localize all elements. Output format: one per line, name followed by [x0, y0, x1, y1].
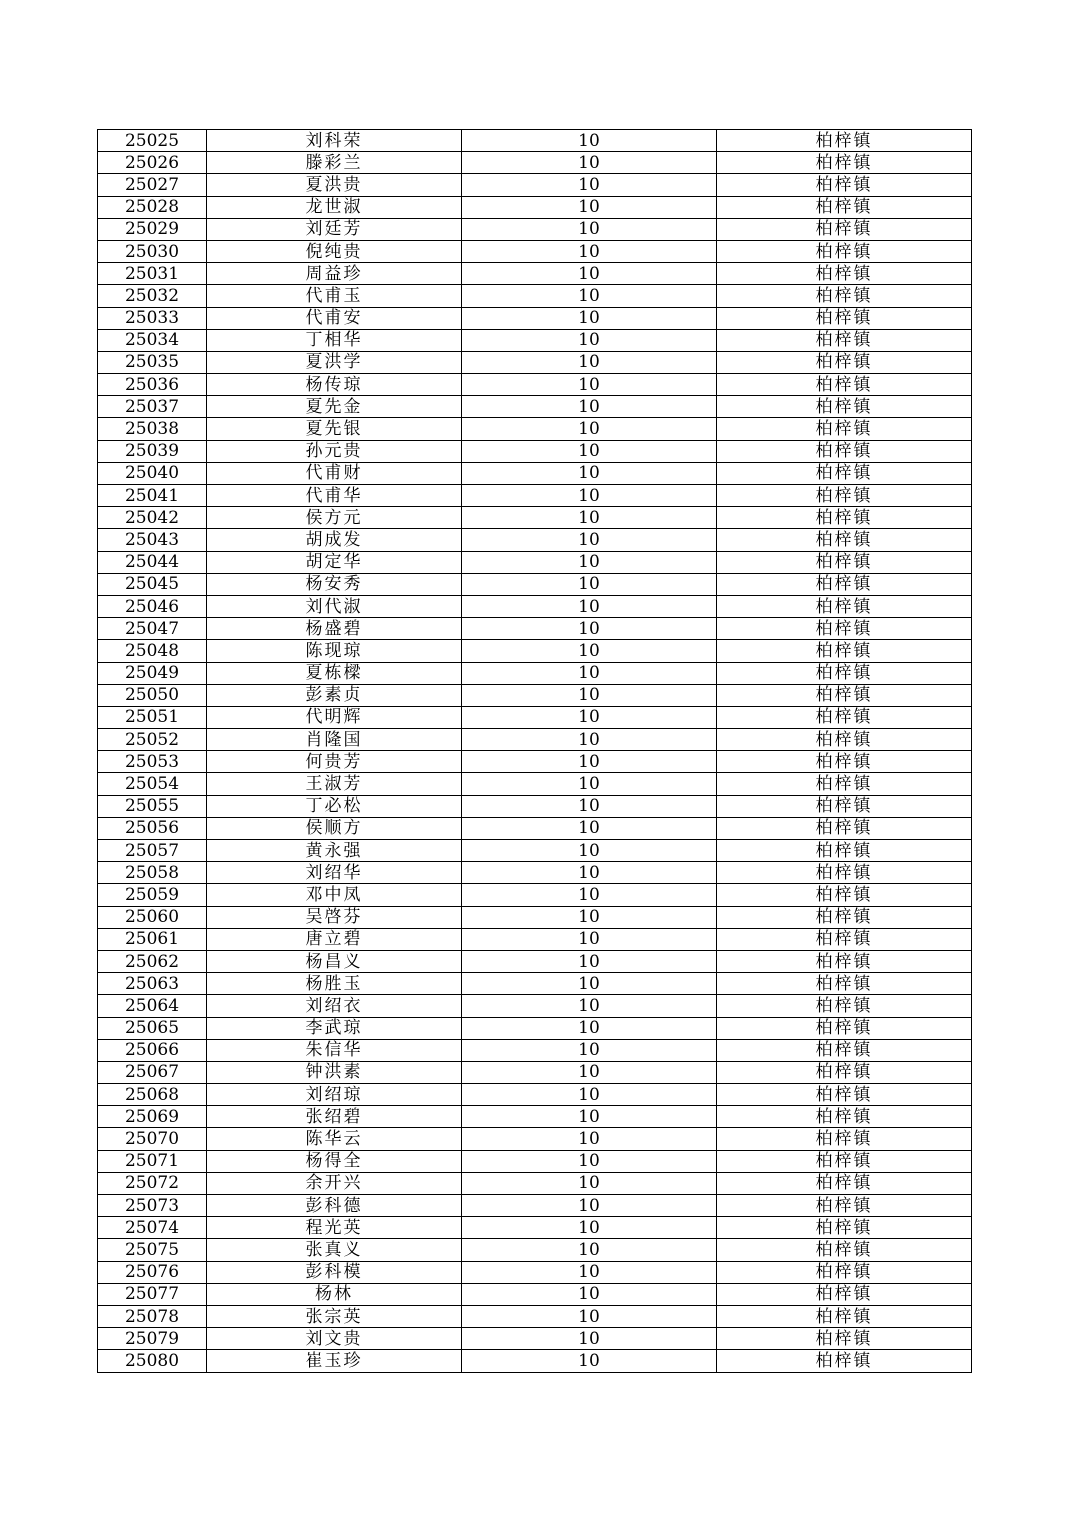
town-cell: 柏梓镇: [717, 706, 972, 728]
amount-cell: 10: [462, 795, 717, 817]
table-row: [98, 1106, 972, 1128]
name-cell: 刘科荣: [207, 130, 462, 152]
town-cell: 柏梓镇: [717, 884, 972, 906]
town-cell: 柏梓镇: [717, 152, 972, 174]
name-cell: 钟洪素: [207, 1061, 462, 1083]
name-cell: 倪纯贵: [207, 240, 462, 262]
amount-cell: 10: [462, 263, 717, 285]
id-cell: 25056: [98, 817, 207, 839]
name-cell: 杨传琼: [207, 374, 462, 396]
name-cell: 刘绍琼: [207, 1084, 462, 1106]
town-cell: 柏梓镇: [717, 1283, 972, 1305]
town-cell: 柏梓镇: [717, 662, 972, 684]
id-cell: 25069: [98, 1106, 207, 1128]
name-cell: 滕彩兰: [207, 152, 462, 174]
id-cell: 25027: [98, 174, 207, 196]
name-cell: 夏先金: [207, 396, 462, 418]
table-row: [98, 706, 972, 728]
amount-cell: 10: [462, 152, 717, 174]
name-cell: 丁相华: [207, 329, 462, 351]
town-cell: 柏梓镇: [717, 684, 972, 706]
name-cell: 夏先银: [207, 418, 462, 440]
name-cell: 邓中凤: [207, 884, 462, 906]
town-cell: 柏梓镇: [717, 1261, 972, 1283]
name-cell: 杨安秀: [207, 573, 462, 595]
id-cell: 25025: [98, 130, 207, 152]
name-cell: 代甫玉: [207, 285, 462, 307]
id-cell: 25075: [98, 1239, 207, 1261]
table-row: [98, 1217, 972, 1239]
id-cell: 25061: [98, 928, 207, 950]
id-cell: 25029: [98, 218, 207, 240]
amount-cell: 10: [462, 973, 717, 995]
name-cell: 余开兴: [207, 1172, 462, 1194]
amount-cell: 10: [462, 618, 717, 640]
town-cell: 柏梓镇: [717, 840, 972, 862]
town-cell: 柏梓镇: [717, 1195, 972, 1217]
id-cell: 25045: [98, 573, 207, 595]
id-cell: 25057: [98, 840, 207, 862]
name-cell: 周益珍: [207, 263, 462, 285]
table-row: [98, 729, 972, 751]
table-row: [98, 196, 972, 218]
town-cell: 柏梓镇: [717, 218, 972, 240]
amount-cell: 10: [462, 351, 717, 373]
amount-cell: 10: [462, 684, 717, 706]
table-row: [98, 595, 972, 617]
town-cell: 柏梓镇: [717, 196, 972, 218]
amount-cell: 10: [462, 1150, 717, 1172]
town-cell: 柏梓镇: [717, 418, 972, 440]
town-cell: 柏梓镇: [717, 595, 972, 617]
table-row: [98, 485, 972, 507]
id-cell: 25066: [98, 1039, 207, 1061]
table-row: [98, 1350, 972, 1372]
id-cell: 25049: [98, 662, 207, 684]
name-cell: 何贵芳: [207, 751, 462, 773]
amount-cell: 10: [462, 1039, 717, 1061]
name-cell: 代甫财: [207, 462, 462, 484]
table-row: [98, 307, 972, 329]
town-cell: 柏梓镇: [717, 973, 972, 995]
name-cell: 陈现琼: [207, 640, 462, 662]
table-row: [98, 1195, 972, 1217]
id-cell: 25074: [98, 1217, 207, 1239]
id-cell: 25062: [98, 950, 207, 972]
table-row: [98, 1128, 972, 1150]
name-cell: 侯顺方: [207, 817, 462, 839]
name-cell: 彭科模: [207, 1261, 462, 1283]
town-cell: 柏梓镇: [717, 240, 972, 262]
table-row: [98, 884, 972, 906]
id-cell: 25071: [98, 1150, 207, 1172]
table-row: [98, 795, 972, 817]
town-cell: 柏梓镇: [717, 751, 972, 773]
amount-cell: 10: [462, 440, 717, 462]
town-cell: 柏梓镇: [717, 551, 972, 573]
amount-cell: 10: [462, 884, 717, 906]
table-row: [98, 640, 972, 662]
table-row: [98, 1172, 972, 1194]
table-row: [98, 1039, 972, 1061]
town-cell: 柏梓镇: [717, 1017, 972, 1039]
id-cell: 25039: [98, 440, 207, 462]
town-cell: 柏梓镇: [717, 307, 972, 329]
town-cell: 柏梓镇: [717, 1172, 972, 1194]
name-cell: 胡定华: [207, 551, 462, 573]
town-cell: 柏梓镇: [717, 1305, 972, 1327]
id-cell: 25028: [98, 196, 207, 218]
name-cell: 杨得全: [207, 1150, 462, 1172]
amount-cell: 10: [462, 1128, 717, 1150]
amount-cell: 10: [462, 1195, 717, 1217]
name-cell: 胡成发: [207, 529, 462, 551]
id-cell: 25032: [98, 285, 207, 307]
amount-cell: 10: [462, 1106, 717, 1128]
id-cell: 25031: [98, 263, 207, 285]
amount-cell: 10: [462, 418, 717, 440]
town-cell: 柏梓镇: [717, 1217, 972, 1239]
name-cell: 刘文贵: [207, 1328, 462, 1350]
town-cell: 柏梓镇: [717, 1150, 972, 1172]
name-cell: 刘廷芳: [207, 218, 462, 240]
table-row: [98, 1328, 972, 1350]
id-cell: 25077: [98, 1283, 207, 1305]
amount-cell: 10: [462, 906, 717, 928]
name-cell: 张真义: [207, 1239, 462, 1261]
amount-cell: 10: [462, 1217, 717, 1239]
amount-cell: 10: [462, 1283, 717, 1305]
table-row: [98, 840, 972, 862]
name-cell: 刘绍衣: [207, 995, 462, 1017]
table-row: [98, 130, 972, 152]
table-row: [98, 995, 972, 1017]
amount-cell: 10: [462, 396, 717, 418]
table-row: [98, 462, 972, 484]
name-cell: 代甫安: [207, 307, 462, 329]
town-cell: 柏梓镇: [717, 1239, 972, 1261]
amount-cell: 10: [462, 1084, 717, 1106]
id-cell: 25078: [98, 1305, 207, 1327]
table-row: [98, 1084, 972, 1106]
id-cell: 25054: [98, 773, 207, 795]
table-row: [98, 174, 972, 196]
name-cell: 唐立碧: [207, 928, 462, 950]
table-row: [98, 618, 972, 640]
amount-cell: 10: [462, 573, 717, 595]
name-cell: 黄永强: [207, 840, 462, 862]
name-cell: 孙元贵: [207, 440, 462, 462]
amount-cell: 10: [462, 640, 717, 662]
name-cell: 刘代淑: [207, 595, 462, 617]
town-cell: 柏梓镇: [717, 285, 972, 307]
table-row: [98, 329, 972, 351]
amount-cell: 10: [462, 329, 717, 351]
id-cell: 25030: [98, 240, 207, 262]
id-cell: 25036: [98, 374, 207, 396]
name-cell: 彭科德: [207, 1195, 462, 1217]
amount-cell: 10: [462, 706, 717, 728]
name-cell: 夏栋樑: [207, 662, 462, 684]
name-cell: 张绍碧: [207, 1106, 462, 1128]
amount-cell: 10: [462, 950, 717, 972]
amount-cell: 10: [462, 130, 717, 152]
id-cell: 25072: [98, 1172, 207, 1194]
town-cell: 柏梓镇: [717, 950, 972, 972]
amount-cell: 10: [462, 1239, 717, 1261]
table-row: [98, 973, 972, 995]
town-cell: 柏梓镇: [717, 640, 972, 662]
id-cell: 25035: [98, 351, 207, 373]
town-cell: 柏梓镇: [717, 1084, 972, 1106]
name-cell: 代明辉: [207, 706, 462, 728]
id-cell: 25037: [98, 396, 207, 418]
table-row: [98, 1239, 972, 1261]
town-cell: 柏梓镇: [717, 329, 972, 351]
amount-cell: 10: [462, 1261, 717, 1283]
id-cell: 25050: [98, 684, 207, 706]
amount-cell: 10: [462, 1328, 717, 1350]
table-row: [98, 529, 972, 551]
table-row: [98, 351, 972, 373]
id-cell: 25043: [98, 529, 207, 551]
town-cell: 柏梓镇: [717, 995, 972, 1017]
amount-cell: 10: [462, 595, 717, 617]
table-row: [98, 1283, 972, 1305]
amount-cell: 10: [462, 374, 717, 396]
id-cell: 25052: [98, 729, 207, 751]
name-cell: 夏洪学: [207, 351, 462, 373]
amount-cell: 10: [462, 662, 717, 684]
id-cell: 25058: [98, 862, 207, 884]
amount-cell: 10: [462, 529, 717, 551]
table-row: [98, 1061, 972, 1083]
town-cell: 柏梓镇: [717, 130, 972, 152]
roster-body: [98, 130, 972, 1373]
id-cell: 25042: [98, 507, 207, 529]
table-row: [98, 1305, 972, 1327]
amount-cell: 10: [462, 729, 717, 751]
table-row: [98, 1261, 972, 1283]
id-cell: 25034: [98, 329, 207, 351]
id-cell: 25055: [98, 795, 207, 817]
name-cell: 朱信华: [207, 1039, 462, 1061]
name-cell: 陈华云: [207, 1128, 462, 1150]
name-cell: 代甫华: [207, 485, 462, 507]
name-cell: 崔玉珍: [207, 1350, 462, 1372]
name-cell: 李武琼: [207, 1017, 462, 1039]
id-cell: 25064: [98, 995, 207, 1017]
id-cell: 25060: [98, 906, 207, 928]
town-cell: 柏梓镇: [717, 507, 972, 529]
name-cell: 侯方元: [207, 507, 462, 529]
amount-cell: 10: [462, 196, 717, 218]
amount-cell: 10: [462, 507, 717, 529]
table-row: [98, 440, 972, 462]
name-cell: 吴啓芬: [207, 906, 462, 928]
town-cell: 柏梓镇: [717, 529, 972, 551]
name-cell: 刘绍华: [207, 862, 462, 884]
town-cell: 柏梓镇: [717, 1128, 972, 1150]
town-cell: 柏梓镇: [717, 263, 972, 285]
id-cell: 25065: [98, 1017, 207, 1039]
town-cell: 柏梓镇: [717, 729, 972, 751]
amount-cell: 10: [462, 462, 717, 484]
table-row: [98, 152, 972, 174]
table-row: [98, 551, 972, 573]
id-cell: 25068: [98, 1084, 207, 1106]
table-row: [98, 817, 972, 839]
town-cell: 柏梓镇: [717, 396, 972, 418]
table-row: [98, 418, 972, 440]
amount-cell: 10: [462, 218, 717, 240]
name-cell: 夏洪贵: [207, 174, 462, 196]
id-cell: 25080: [98, 1350, 207, 1372]
id-cell: 25073: [98, 1195, 207, 1217]
id-cell: 25051: [98, 706, 207, 728]
id-cell: 25048: [98, 640, 207, 662]
name-cell: 杨林: [207, 1283, 462, 1305]
table-row: [98, 507, 972, 529]
id-cell: 25059: [98, 884, 207, 906]
name-cell: 彭素贞: [207, 684, 462, 706]
amount-cell: 10: [462, 928, 717, 950]
id-cell: 25076: [98, 1261, 207, 1283]
amount-cell: 10: [462, 1172, 717, 1194]
town-cell: 柏梓镇: [717, 817, 972, 839]
name-cell: 程光英: [207, 1217, 462, 1239]
town-cell: 柏梓镇: [717, 906, 972, 928]
amount-cell: 10: [462, 751, 717, 773]
name-cell: 杨胜玉: [207, 973, 462, 995]
amount-cell: 10: [462, 285, 717, 307]
table-row: [98, 240, 972, 262]
roster-table: [97, 129, 972, 1373]
town-cell: 柏梓镇: [717, 1106, 972, 1128]
town-cell: 柏梓镇: [717, 374, 972, 396]
id-cell: 25079: [98, 1328, 207, 1350]
table-row: [98, 862, 972, 884]
table-row: [98, 396, 972, 418]
name-cell: 肖隆国: [207, 729, 462, 751]
amount-cell: 10: [462, 240, 717, 262]
id-cell: 25038: [98, 418, 207, 440]
town-cell: 柏梓镇: [717, 462, 972, 484]
amount-cell: 10: [462, 1017, 717, 1039]
id-cell: 25041: [98, 485, 207, 507]
table-row: [98, 928, 972, 950]
town-cell: 柏梓镇: [717, 773, 972, 795]
amount-cell: 10: [462, 773, 717, 795]
name-cell: 张宗英: [207, 1305, 462, 1327]
town-cell: 柏梓镇: [717, 928, 972, 950]
amount-cell: 10: [462, 551, 717, 573]
amount-cell: 10: [462, 485, 717, 507]
table-row: [98, 1017, 972, 1039]
town-cell: 柏梓镇: [717, 1061, 972, 1083]
town-cell: 柏梓镇: [717, 795, 972, 817]
amount-cell: 10: [462, 1061, 717, 1083]
table-row: [98, 1150, 972, 1172]
table-row: [98, 573, 972, 595]
name-cell: 王淑芳: [207, 773, 462, 795]
table-row: [98, 263, 972, 285]
town-cell: 柏梓镇: [717, 485, 972, 507]
town-cell: 柏梓镇: [717, 862, 972, 884]
table-row: [98, 684, 972, 706]
town-cell: 柏梓镇: [717, 573, 972, 595]
town-cell: 柏梓镇: [717, 351, 972, 373]
id-cell: 25047: [98, 618, 207, 640]
table-row: [98, 374, 972, 396]
name-cell: 龙世淑: [207, 196, 462, 218]
town-cell: 柏梓镇: [717, 1328, 972, 1350]
table-row: [98, 773, 972, 795]
town-cell: 柏梓镇: [717, 440, 972, 462]
town-cell: 柏梓镇: [717, 1039, 972, 1061]
id-cell: 25070: [98, 1128, 207, 1150]
town-cell: 柏梓镇: [717, 1350, 972, 1372]
table-row: [98, 662, 972, 684]
id-cell: 25067: [98, 1061, 207, 1083]
id-cell: 25053: [98, 751, 207, 773]
table-row: [98, 906, 972, 928]
amount-cell: 10: [462, 1350, 717, 1372]
amount-cell: 10: [462, 817, 717, 839]
table-row: [98, 751, 972, 773]
amount-cell: 10: [462, 307, 717, 329]
table-row: [98, 285, 972, 307]
town-cell: 柏梓镇: [717, 174, 972, 196]
amount-cell: 10: [462, 1305, 717, 1327]
table-row: [98, 218, 972, 240]
amount-cell: 10: [462, 174, 717, 196]
amount-cell: 10: [462, 862, 717, 884]
id-cell: 25033: [98, 307, 207, 329]
id-cell: 25046: [98, 595, 207, 617]
table-row: [98, 950, 972, 972]
id-cell: 25063: [98, 973, 207, 995]
amount-cell: 10: [462, 995, 717, 1017]
id-cell: 25040: [98, 462, 207, 484]
id-cell: 25044: [98, 551, 207, 573]
amount-cell: 10: [462, 840, 717, 862]
name-cell: 杨昌义: [207, 950, 462, 972]
name-cell: 丁必松: [207, 795, 462, 817]
name-cell: 杨盛碧: [207, 618, 462, 640]
id-cell: 25026: [98, 152, 207, 174]
town-cell: 柏梓镇: [717, 618, 972, 640]
